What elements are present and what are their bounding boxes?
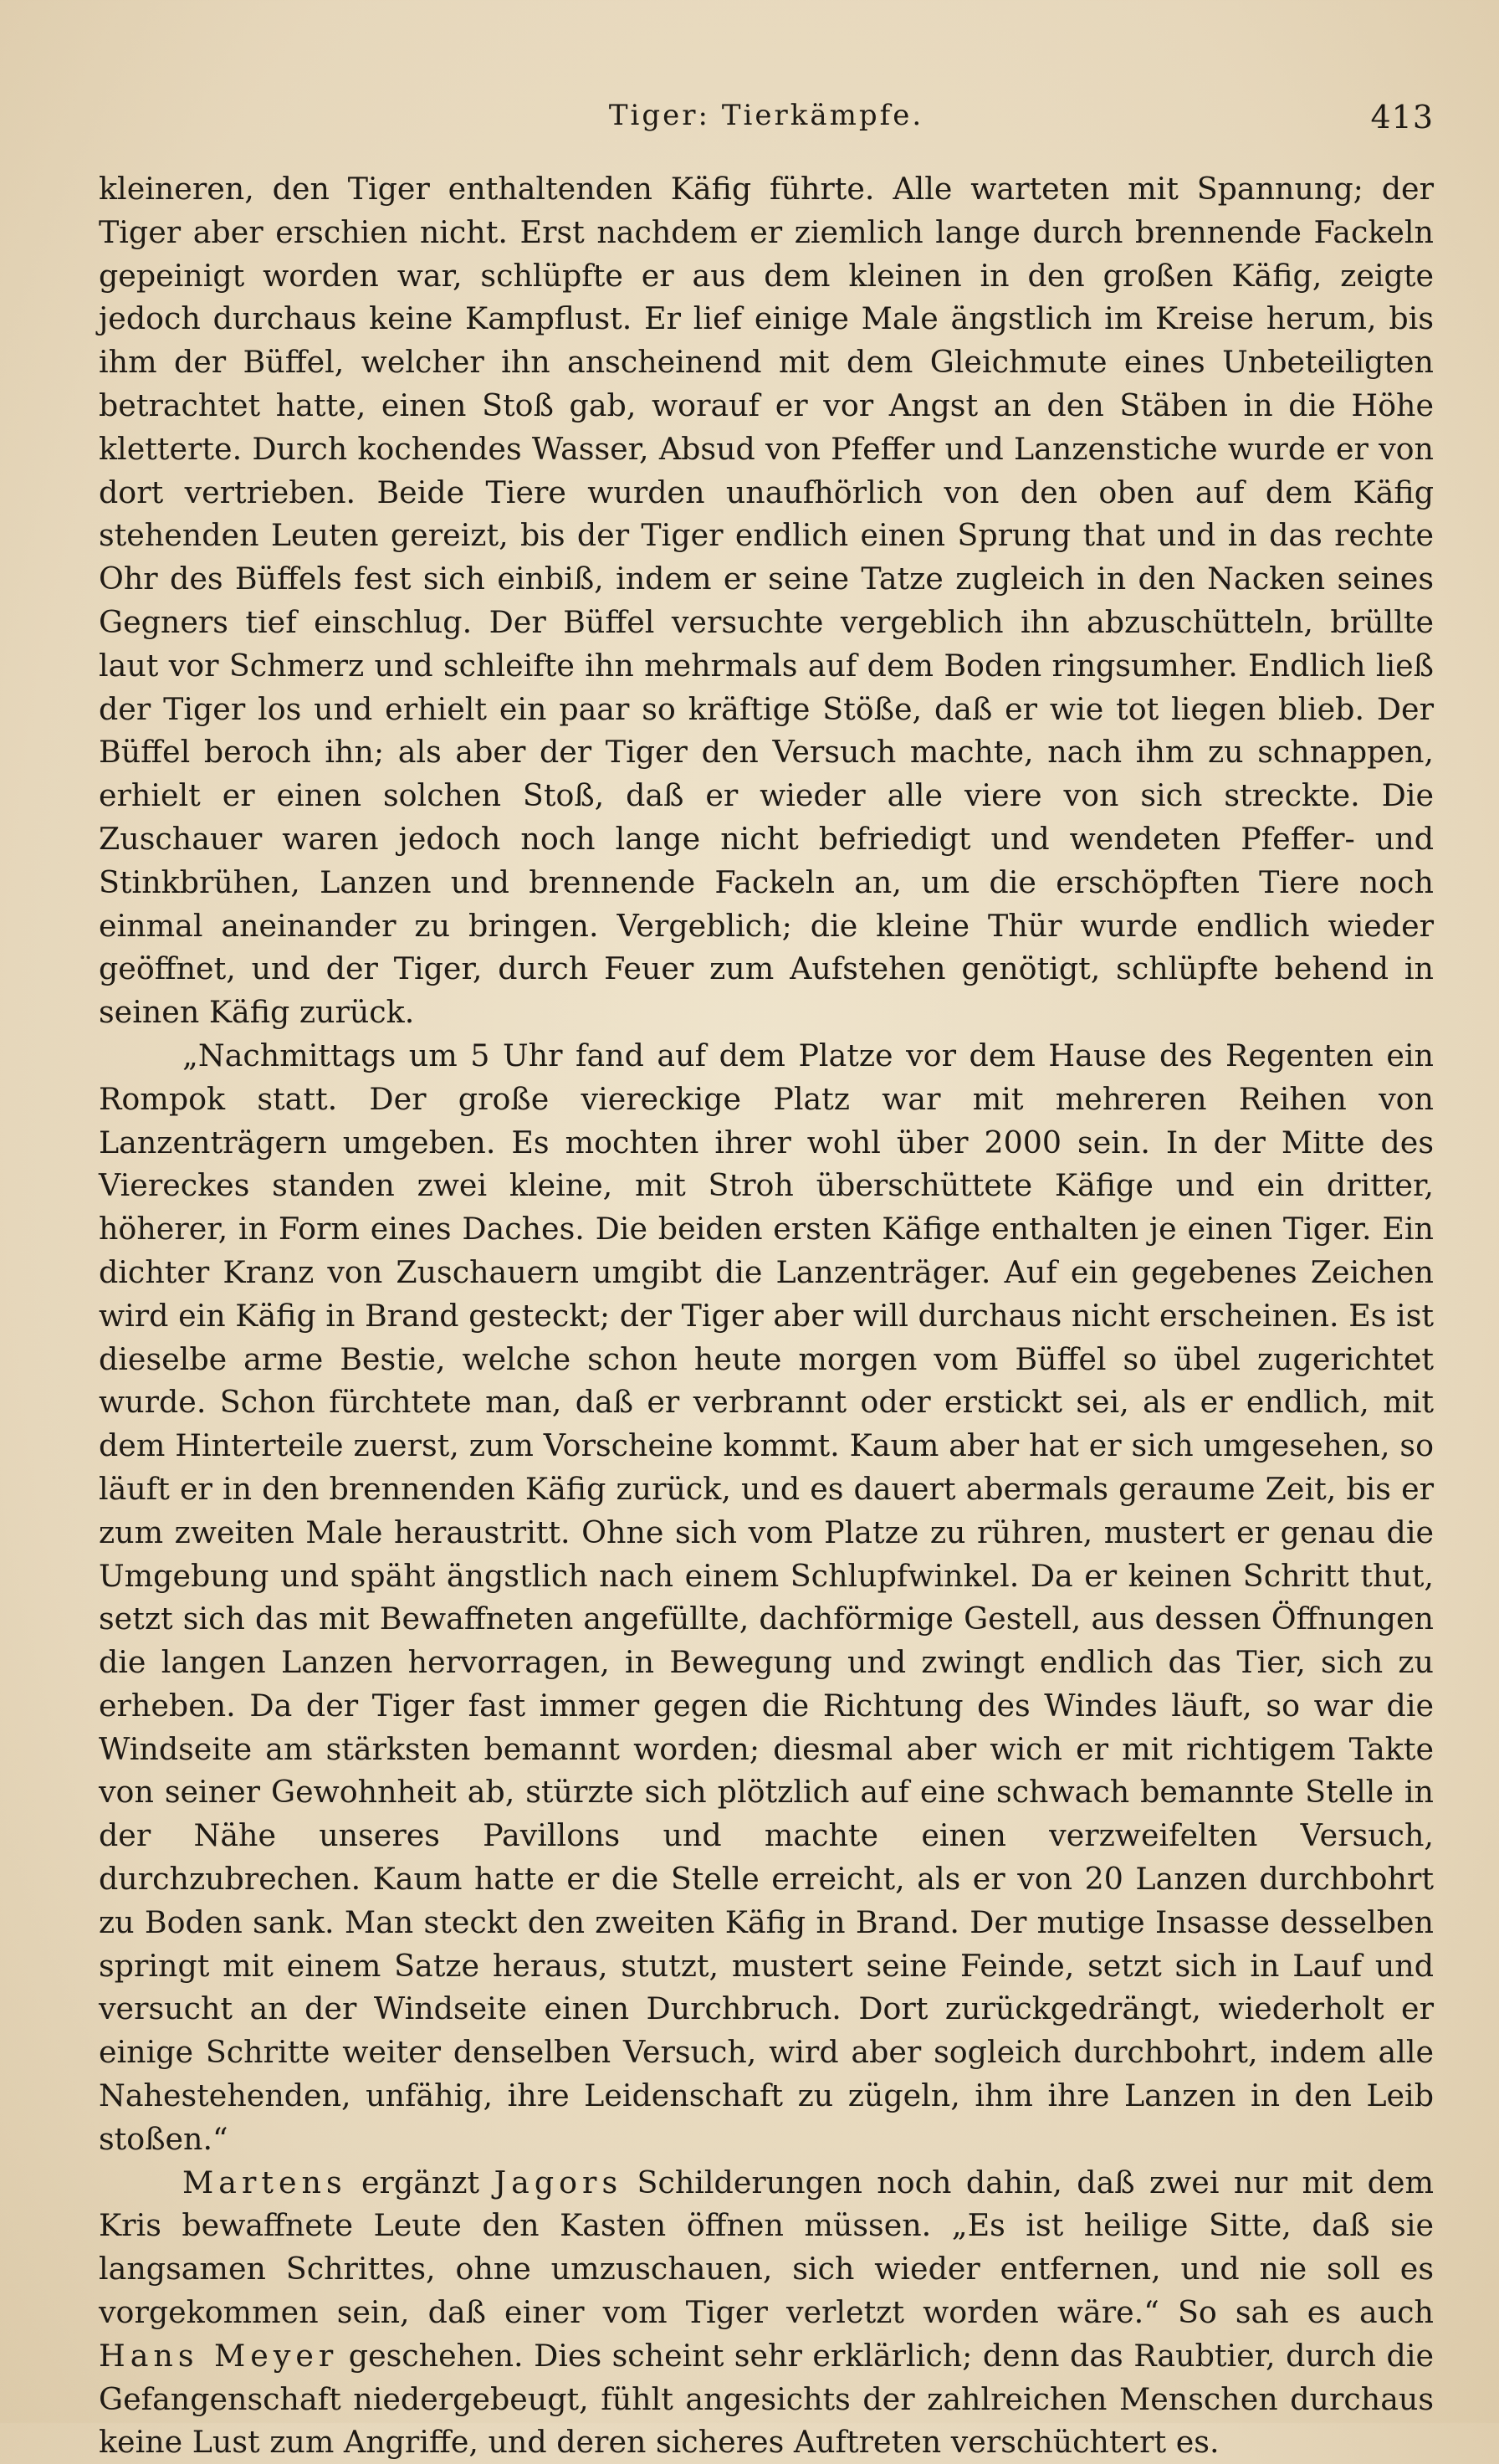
- paragraph-3-text: ergänzt: [346, 2164, 494, 2200]
- page-header: [99, 99, 1434, 149]
- author-name-martens: Martens: [182, 2164, 347, 2200]
- body-text: [99, 167, 1435, 2461]
- paragraph-3-text: geschehen. Dies scheint sehr erklärlich; denn das Raubtier, durch die Gefangenschaft niedergebeugt, fühlt angesichts der zahlreichen Menschen durchaus keine Lust zum Angriffe, und deren sicheres Auftreten verschüchtert es.: [99, 2337, 1434, 2461]
- author-name-meyer: Hans Meyer: [99, 2337, 339, 2374]
- paragraph-2: „Nachmittags um 5 Uhr fand auf dem Platze vor dem Hause des Regenten ein Rompok statt. Der große viereckige Platz war mit mehreren Reihen von Lanzenträgern umgeben. Es mochten ihrer wohl über 2000 sein. In der Mitte des Viereckes standen zwei kleine, mit Stroh überschüttete Käfige und ein dritter, höherer, in Form eines Daches. Die beiden ersten Käfige enthalten je einen Tiger. Ein dichter Kranz von Zuschauern umgibt die Lanzenträger. Auf ein gegebenes Zeichen wird ein Käfig in Brand gesteckt; der Tiger aber will durchaus nicht erscheinen. Es ist dieselbe arme Bestie, welche schon heute morgen vom Büffel so übel zugerichtet wurde. Schon fürchtete man, daß er verbrannt oder erstickt sei, als er endlich, mit dem Hinterteile zuerst, zum Vorscheine kommt. Kaum aber hat er sich umgesehen, so läuft er in den brennenden Käfig zurück, und es dauert abermals geraume Zeit, bis er zum zweiten Male heraustritt. Ohne sich vom Platze zu rühren, mustert er genau die Umgebung und späht ängstlich nach einem Schlupfwinkel. Da er keinen Schritt thut, setzt sich das mit Bewaffneten angefüllte, dachförmige Gestell, aus dessen Öffnungen die langen Lanzen hervorragen, in Bewegung und zwingt endlich das Tier, sich zu erheben. Da der Tiger fast immer gegen die Richtung des Windes läuft, so war die Windseite am stärksten bemannt worden; diesmal aber wich er mit richtigem Takte von seiner Gewohnheit ab, stürzte sich plötzlich auf eine schwach bemannte Stelle in der Nähe unseres Pavillons und machte einen verzweifelten Versuch, durchzubrechen. Kaum hatte er die Stelle erreicht, als er von 20 Lanzen durchbohrt zu Boden sank. Man steckt den zweiten Käfig in Brand. Der mutige Insasse desselben springt mit einem Satze heraus, stutzt, mustert seine Feinde, setzt sich in Lauf und versucht an der Windseite einen Durchbruch. Dort zurückgedrängt, wiederholt er einige Schritte weiter denselben Versuch, wird aber sogleich durchbohrt, indem alle Nahestehenden, unfähig, ihre Leidenschaft zu zügeln, ihm ihre Lanzen in den Leib stoßen.“: [99, 1037, 1434, 2157]
- paragraph-1: kleineren, den Tiger enthaltenden Käfig führte. Alle warteten mit Spannung; der Tiger aber erschien nicht. Erst nachdem er ziemlich lange durch brennende Fackeln gepeinigt worden war, schlüpfte er aus dem kleinen in den großen Käfig, zeigte jedoch durchaus keine Kampflust. Er lief einige Male ängstlich im Kreise herum, bis ihm der Büffel, welcher ihn anscheinend mit dem Gleichmute eines Unbeteiligten betrachtet hatte, einen Stoß gab, worauf er vor Angst an den Stäben in die Höhe kletterte. Durch kochendes Wasser, Absud von Pfeffer und Lanzenstiche wurde er von dort vertrieben. Beide Tiere wurden unaufhörlich von den oben auf dem Käfig stehenden Leuten gereizt, bis der Tiger endlich einen Sprung that und in das rechte Ohr des Büffels fest sich einbiß, indem er seine Tatze zugleich in den Nacken seines Gegners tief einschlug. Der Büffel versuchte vergeblich ihn abzuschütteln, brüllte laut vor Schmerz und schleifte ihn mehrmals auf dem Boden ringsumher. Endlich ließ der Tiger los und erhielt ein paar so kräftige Stöße, daß er wie tot liegen blieb. Der Büffel beroch ihn; als aber der Tiger den Versuch machte, nach ihm zu schnappen, erhielt er einen solchen Stoß, daß er wieder alle viere von sich streckte. Die Zuschauer waren jedoch noch lange nicht befriedigt und wendeten Pfeffer- und Stinkbrühen, Lanzen und brennende Fackeln an, um die erschöpften Tiere noch einmal aneinander zu bringen. Vergeblich; die kleine Thür wurde endlich wieder geöffnet, und der Tiger, durch Feuer zum Aufstehen genötigt, schlüpfte behend in seinen Käfig zurück.: [99, 171, 1434, 1031]
- page-number: 413: [1370, 99, 1434, 136]
- paragraph-3-text: Schilderungen noch dahin, daß zwei nur mit dem Kris bewaffnete Leute den Kasten öffnen müssen. „Es ist heilige Sitte, daß sie langsamen Schrittes, ohne umzuschauen, sich wieder entfernen, und nie soll es vorgekommen sein, daß einer vom Tiger verletzt worden wäre.“ So sah es auch: [99, 2164, 1435, 2331]
- paragraph-3: [99, 2161, 1434, 2464]
- running-title: Tiger: Tierkämpfe.: [608, 99, 924, 132]
- author-name-jagor: Jagors: [494, 2164, 623, 2200]
